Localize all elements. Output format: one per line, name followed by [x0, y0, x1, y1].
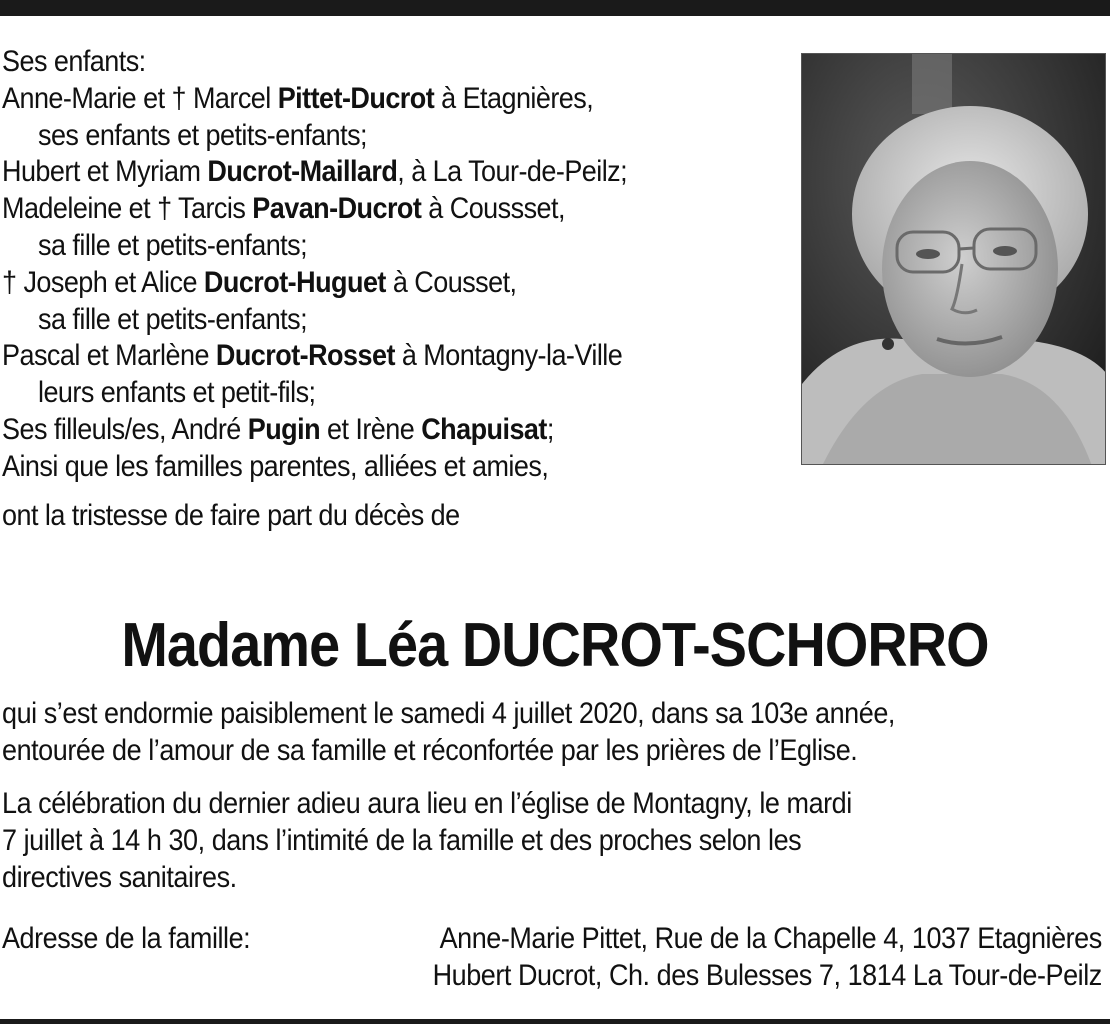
- family-line: Madeleine et † Tarcis Pavan-Ducrot à Coussset,: [2, 192, 565, 226]
- announcement-line: ont la tristesse de faire part du décès de: [2, 498, 460, 532]
- family-line: Pascal et Marlène Ducrot-Rosset à Montagny-la-Ville: [2, 339, 623, 373]
- death-paragraph: [2, 695, 1102, 769]
- address-line-1: Anne-Marie Pittet, Rue de la Chapelle 4, 1037 Etagnières: [439, 922, 1102, 955]
- family-line: Hubert et Myriam Ducrot-Maillard, à La Tour-de-Peilz;: [2, 155, 628, 189]
- family-line: sa fille et petits-enfants;: [38, 228, 308, 262]
- family-list: [2, 44, 722, 535]
- family-line: leurs enfants et petit-fils;: [38, 376, 316, 410]
- deceased-name: Madame Léa DUCROT-SCHORRO: [121, 611, 989, 680]
- portrait-photo: [801, 53, 1106, 465]
- top-rule: [0, 0, 1110, 16]
- ceremony-line-2: 7 juillet à 14 h 30, dans l’intimité de la famille et des proches selon les: [2, 824, 802, 857]
- ceremony-line-1: La célébration du dernier adieu aura lieu en l’église de Montagny, le mardi: [2, 787, 852, 820]
- family-intro: Ses enfants:: [2, 45, 146, 78]
- family-line: sa fille et petits-enfants;: [38, 302, 308, 336]
- address-label: Adresse de la famille:: [2, 922, 251, 955]
- death-line-2: entourée de l’amour de sa famille et réconfortée par les prières de l’Eglise.: [2, 734, 858, 767]
- bottom-rule: [0, 1019, 1110, 1024]
- ceremony-line-3: directives sanitaires.: [2, 861, 237, 894]
- death-line-1: qui s’est endormie paisiblement le samedi 4 juillet 2020, dans sa 103e année,: [2, 697, 895, 730]
- family-address: [2, 920, 1102, 994]
- ceremony-paragraph: [2, 785, 1102, 896]
- address-line-2: Hubert Ducrot, Ch. des Bulesses 7, 1814 La Tour-de-Peilz: [432, 959, 1102, 992]
- godchildren-line: Ses filleuls/es, André Pugin et Irène Chapuisat;: [2, 412, 554, 446]
- family-line: ses enfants et petits-enfants;: [38, 118, 368, 152]
- family-line: † Joseph et Alice Ducrot-Huguet à Cousset,: [2, 265, 517, 299]
- family-line: Ainsi que les familles parentes, alliées et amies,: [2, 449, 549, 483]
- family-line: Anne-Marie et † Marcel Pittet-Ducrot à Etagnières,: [2, 81, 594, 115]
